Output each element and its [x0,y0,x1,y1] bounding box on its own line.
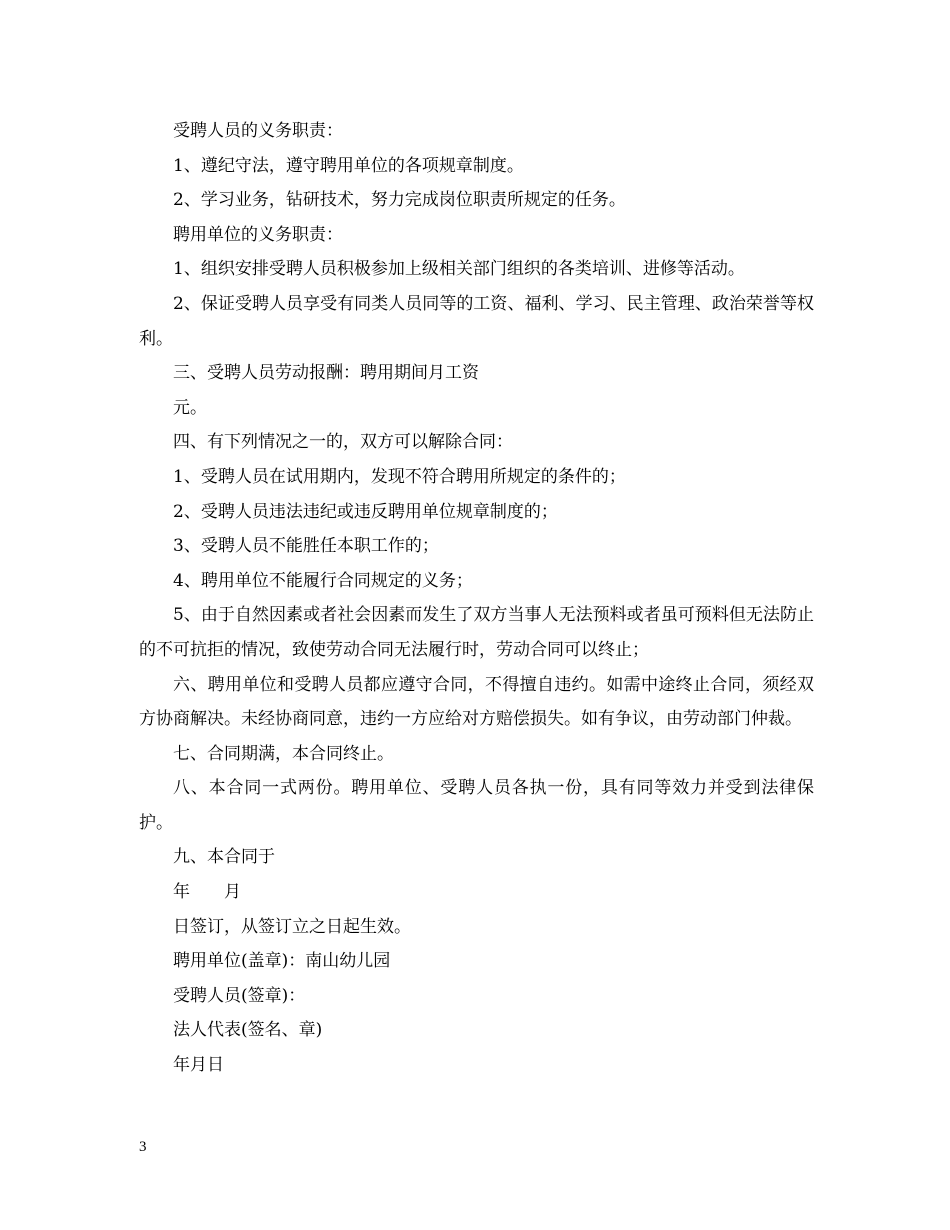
signature-employer: 聘用单位(盖章)：南山幼儿园 [173,951,391,972]
contract-body [139,114,814,1083]
paragraph-termination-item-2: 2、受聘人员违法违纪或违反聘用单位规章制度的； [173,501,558,522]
paragraph-employee-duty-2: 2、学习业务，钻研技术，努力完成岗位职责所规定的任务。 [173,190,626,211]
signature-employee: 受聘人员(签章)： [173,985,306,1006]
paragraph-clause-4-termination: 四、有下列情况之一的，双方可以解除合同： [173,432,513,453]
paragraph-clause-3-salary: 三、受聘人员劳动报酬：聘用期间月工资 [173,363,479,384]
paragraph-employer-duty-1: 1、组织安排受聘人员积极参加上级相关部门组织的各类培训、进修等活动。 [173,259,745,280]
signature-date: 年月日 [173,1055,224,1076]
paragraph-employer-duty-2: 2、保证受聘人员享受有同类人员同等的工资、福利、学习、民主管理、政治荣誉等权利。 [139,293,814,349]
paragraph-clause-7-expiry: 七、合同期满，本合同终止。 [173,743,394,764]
paragraph-date-year-month: 年 月 [173,882,241,903]
paragraph-date-day-signed: 日签订，从签订立之日起生效。 [173,916,411,937]
paragraph-termination-item-1: 1、受聘人员在试用期内，发现不符合聘用所规定的条件的； [173,466,626,487]
paragraph-termination-item-5: 5、由于自然因素或者社会因素而发生了双方当事人无法预料或者虽可预料但无法防止的不可抗拒的情况，致使劳动合同无法履行时，劳动合同可以终止； [139,605,814,660]
paragraph-employer-duties-heading: 聘用单位的义务职责： [173,224,343,245]
paragraph-employee-duties-heading: 受聘人员的义务职责： [173,121,343,141]
paragraph-salary-unit: 元。 [173,397,207,418]
paragraph-termination-item-3: 3、受聘人员不能胜任本职工作的； [173,536,439,557]
paragraph-employee-duty-1: 1、遵纪守法，遵守聘用单位的各项规章制度。 [173,155,524,176]
paragraph-clause-8-copies: 八、本合同一式两份。聘用单位、受聘人员各执一份，具有同等效力并受到法律保护。 [139,778,814,833]
paragraph-termination-item-4: 4、聘用单位不能履行合同规定的义务； [173,570,473,591]
page-number: 3 [139,1139,147,1155]
signature-legal-representative: 法人代表(签名、章) [173,1020,323,1041]
paragraph-clause-6-compliance: 六、聘用单位和受聘人员都应遵守合同，不得擅自违约。如需中途终止合同，须经双方协商解决。未经协商同意，违约一方应给对方赔偿损失。如有争议，由劳动部门仲裁。 [139,674,814,730]
paragraph-clause-9-effective: 九、本合同于 [173,847,275,868]
